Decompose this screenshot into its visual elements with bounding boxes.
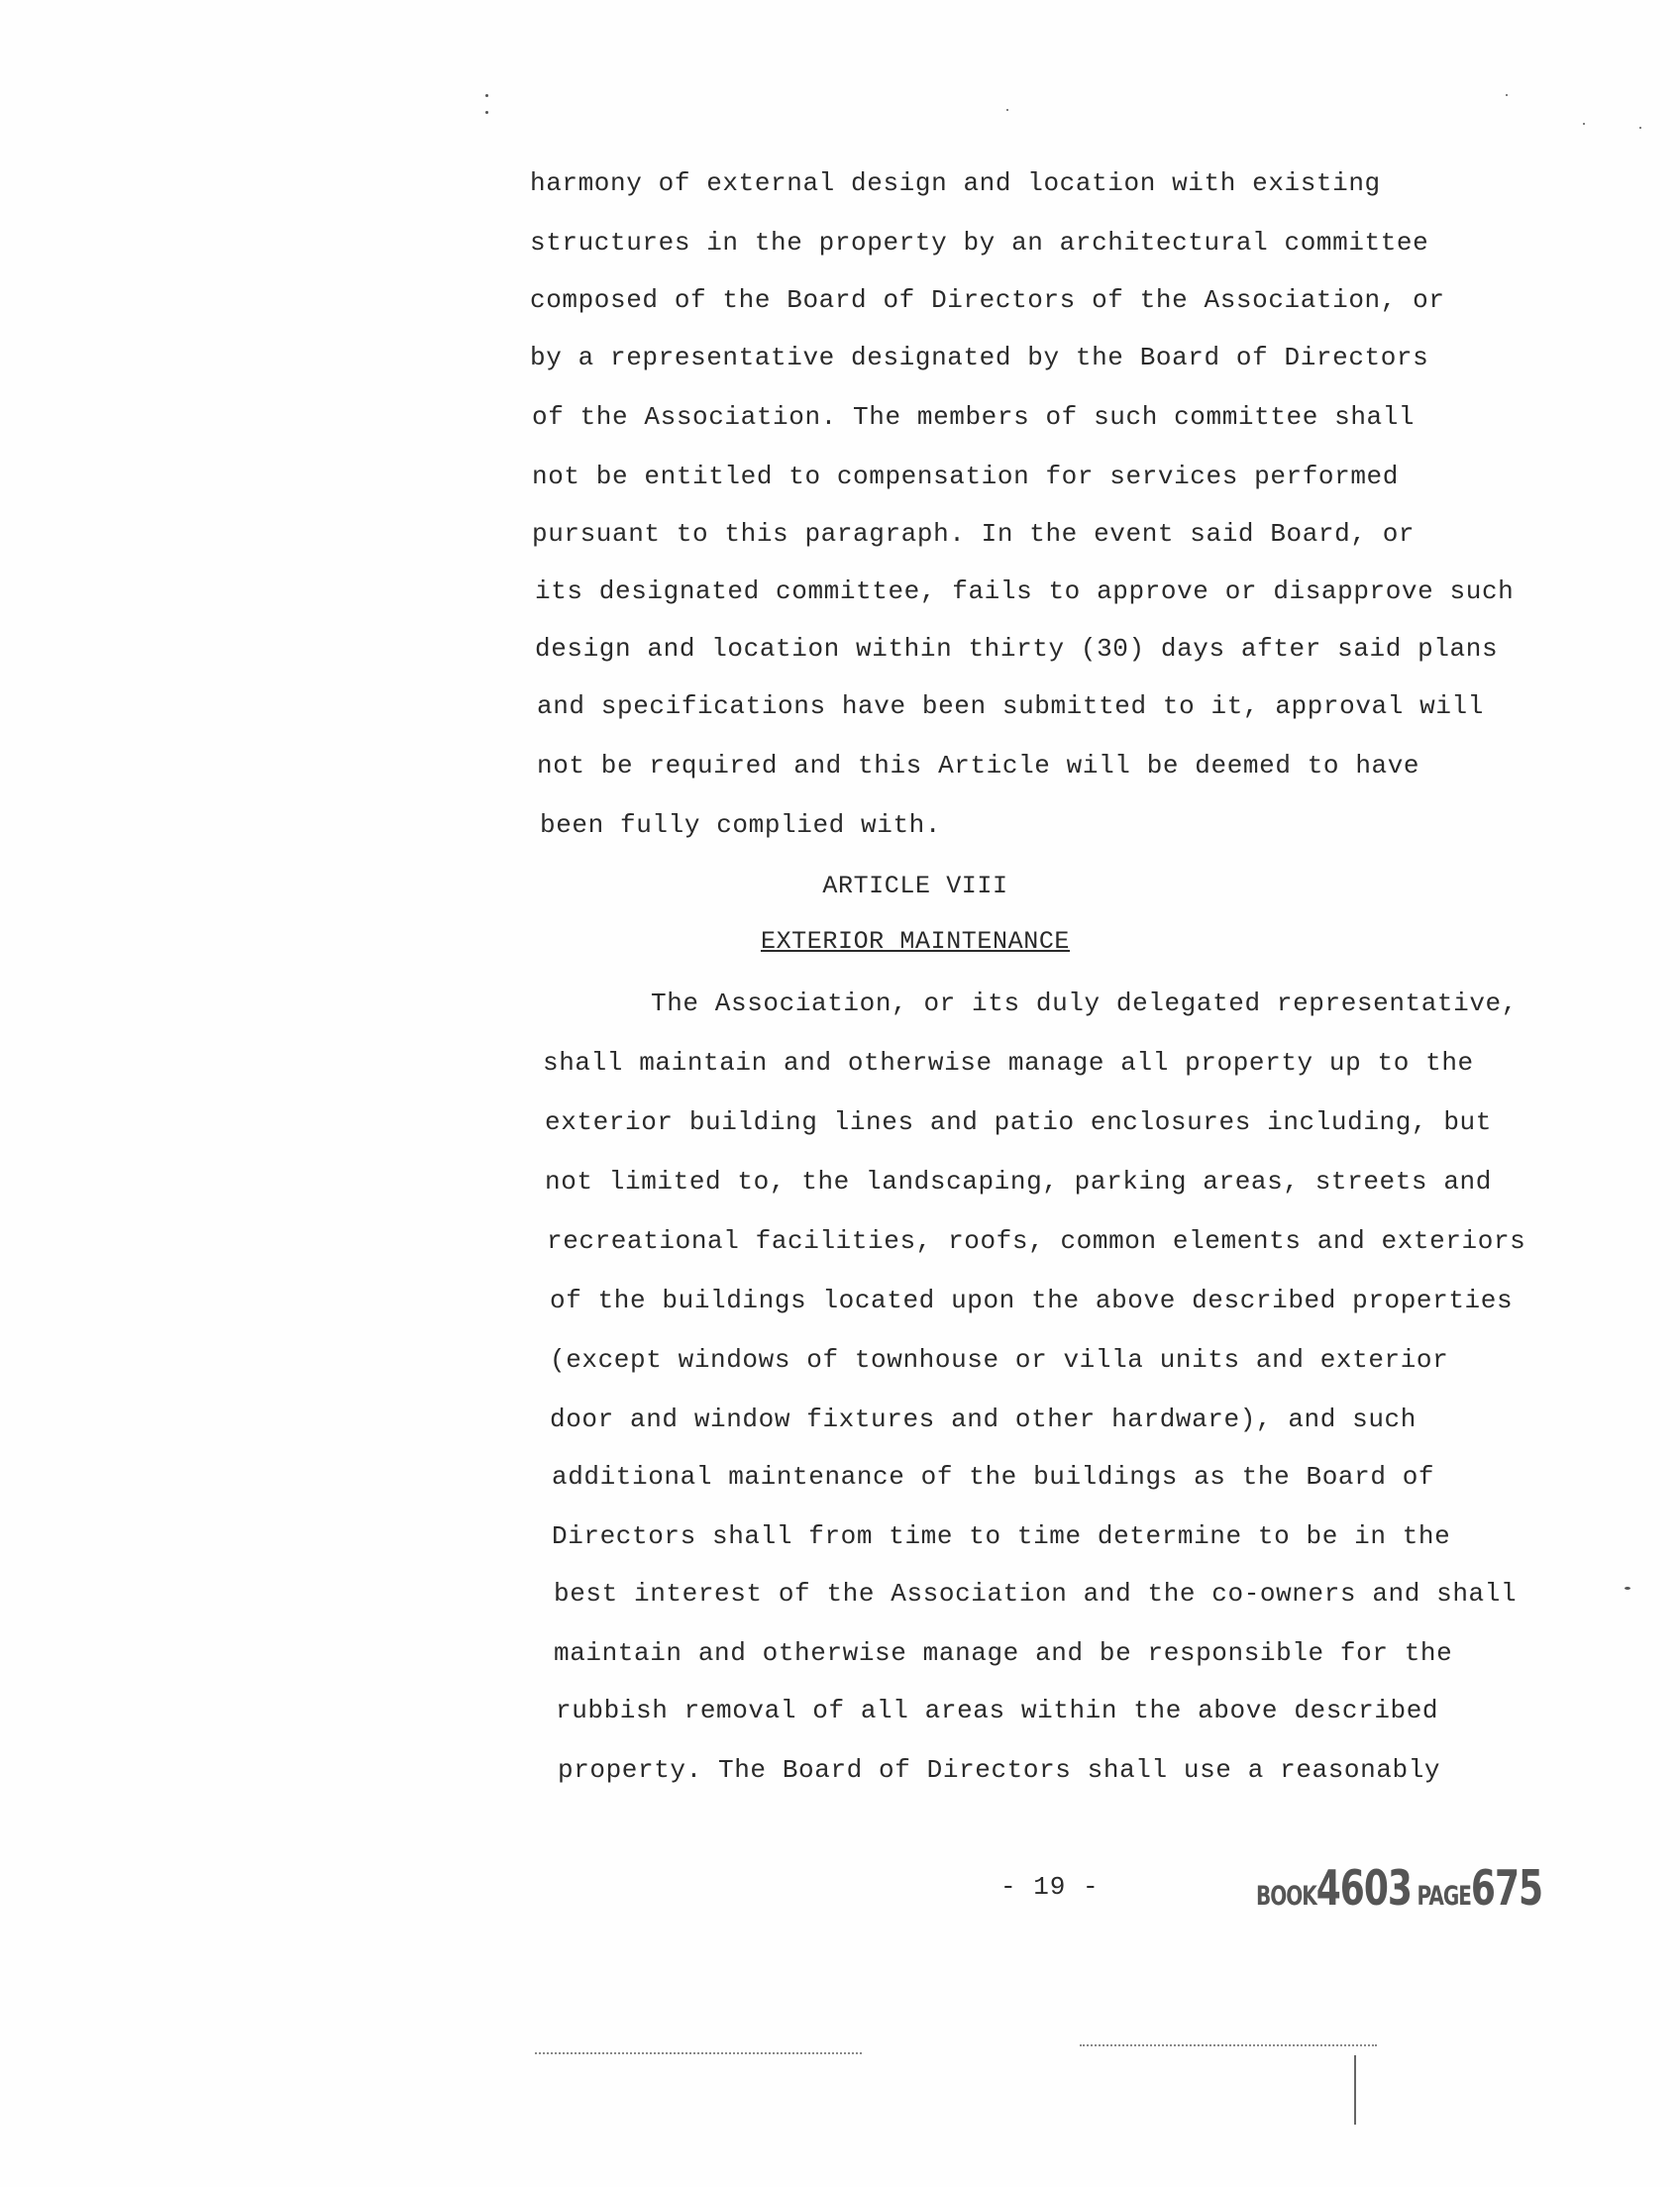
scan-speck: [1625, 1587, 1630, 1590]
body-line-26: property. The Board of Directors shall use a reasonably: [558, 1755, 1441, 1785]
scan-speck: [1639, 127, 1641, 129]
stamp-page-number: 675: [1470, 1862, 1543, 1918]
scan-speck: [1583, 123, 1585, 125]
stamp-book-label: BOOK: [1256, 1879, 1316, 1912]
page-number: - 19 -: [1000, 1872, 1100, 1902]
body-line-6: not be entitled to compensation for services performed: [532, 462, 1399, 491]
body-line-5: of the Association. The members of such committee shall: [532, 402, 1416, 432]
scan-speck: [485, 111, 488, 114]
body-line-21: additional maintenance of the buildings as the Board of: [552, 1462, 1435, 1492]
body-line-4: by a representative designated by the Board of Directors: [530, 343, 1429, 372]
body-line-13: The Association, or its duly delegated representative,: [651, 989, 1518, 1018]
body-line-22: Directors shall from time to time determine to be in the: [552, 1521, 1451, 1551]
body-line-10: and specifications have been submitted to it, approval will: [537, 691, 1484, 721]
stamp-page-label: PAGE: [1417, 1879, 1471, 1912]
body-line-3: composed of the Board of Directors of the Association, or: [530, 285, 1445, 315]
body-line-15: exterior building lines and patio enclosures including, but: [545, 1107, 1492, 1137]
body-line-1: harmony of external design and location with existing: [530, 168, 1381, 198]
body-line-19: (except windows of townhouse or villa units and exterior: [550, 1345, 1449, 1375]
scan-vertical-mark: [1354, 2055, 1356, 2125]
body-line-23: best interest of the Association and the co-owners and shall: [554, 1579, 1518, 1609]
article-subtitle-text: EXTERIOR MAINTENANCE: [760, 927, 1071, 956]
body-line-12: been fully complied with.: [540, 810, 942, 840]
scan-dashes: [1080, 2044, 1377, 2048]
body-line-20: door and window fixtures and other hardware), and such: [550, 1405, 1417, 1434]
body-line-24: maintain and otherwise manage and be responsible for the: [554, 1638, 1453, 1668]
article-title: ARTICLE VIII: [822, 872, 1008, 900]
body-line-25: rubbish removal of all areas within the above described: [556, 1696, 1439, 1725]
scan-dashes: [535, 2052, 862, 2056]
body-line-16: not limited to, the landscaping, parking areas, streets and: [545, 1167, 1492, 1197]
stamp-book-number: 4603: [1315, 1862, 1412, 1918]
article-subtitle: [0, 927, 1680, 956]
body-line-2: structures in the property by an architectural committee: [530, 228, 1429, 258]
body-line-17: recreational facilities, roofs, common elements and exteriors: [547, 1226, 1526, 1256]
body-line-7: pursuant to this paragraph. In the event said Board, or: [532, 519, 1416, 549]
body-line-18: of the buildings located upon the above described properties: [550, 1286, 1514, 1315]
scan-speck: [1506, 94, 1508, 96]
body-line-9: design and location within thirty (30) days after said plans: [535, 634, 1499, 664]
recording-stamp: [1256, 1862, 1542, 1917]
body-line-8: its designated committee, fails to approve or disapprove such: [535, 576, 1515, 606]
scan-speck: [485, 94, 488, 97]
body-line-14: shall maintain and otherwise manage all property up to the: [543, 1048, 1474, 1078]
body-line-11: not be required and this Article will be deemed to have: [537, 751, 1420, 781]
scan-speck: [1006, 109, 1008, 111]
